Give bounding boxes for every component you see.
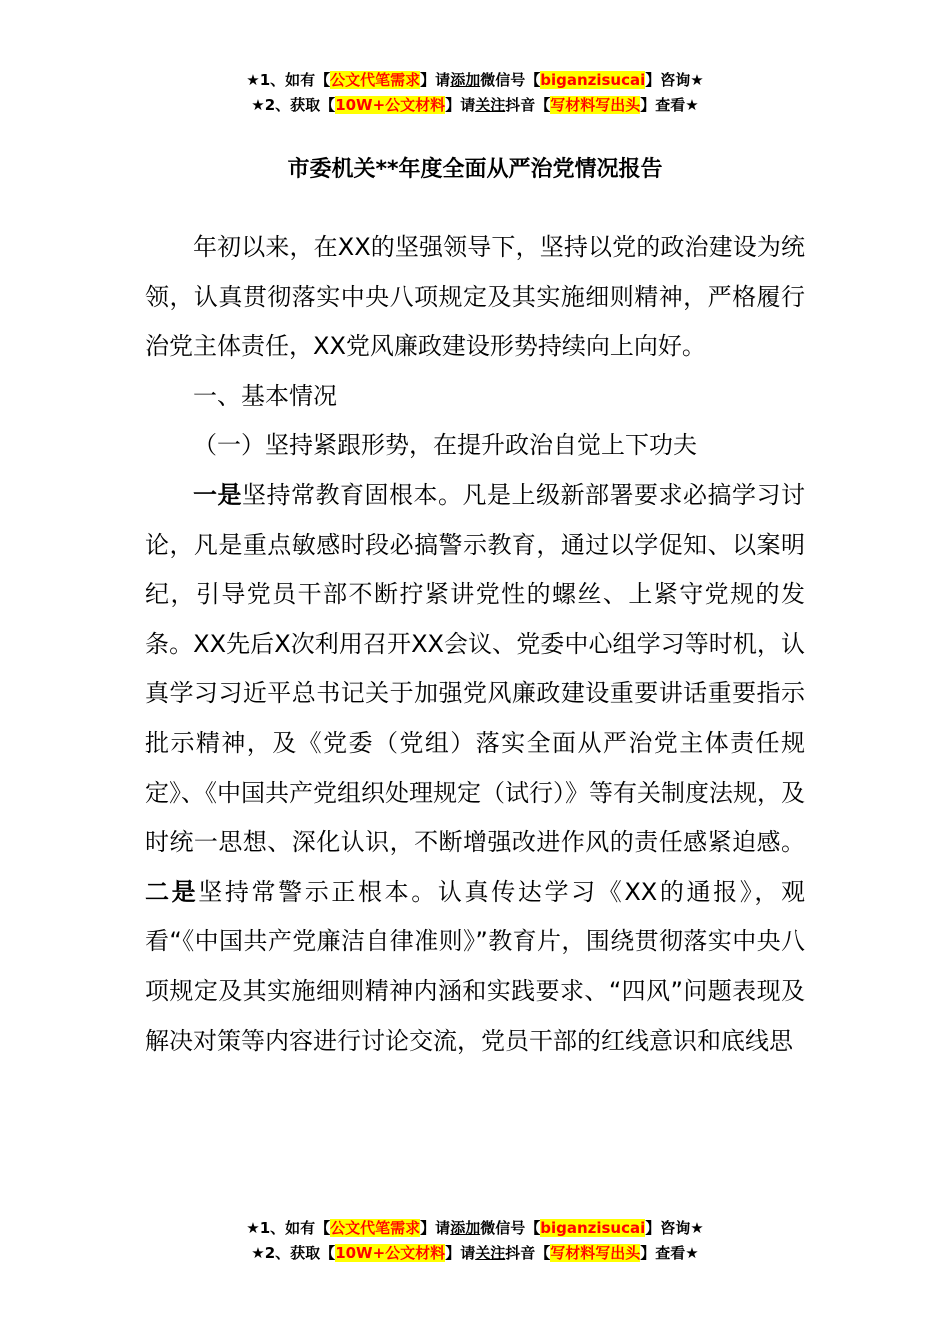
highlight-text: 公文代笔需求 (330, 1219, 421, 1237)
banner-text: 抖音【 (505, 96, 551, 114)
banner-text: 】咨询★ (645, 1219, 704, 1237)
subsection-heading: （一）坚持紧跟形势，在提升政治自觉上下功夫 (193, 431, 697, 460)
douyin-id: 写材料写出头 (550, 1244, 641, 1262)
banner-text: 抖音【 (505, 1244, 551, 1262)
douyin-id: 写材料写出头 (550, 96, 641, 114)
banner-text: ★1、如有【 (246, 71, 331, 89)
highlight-text: 公文代笔需求 (330, 71, 421, 89)
highlight-text: 10W+公文材料 (335, 1244, 446, 1262)
point-lead-2: 二是 (145, 877, 199, 906)
section-heading: 一、基本情况 (193, 381, 337, 410)
underlined-text: 关注 (475, 96, 506, 114)
underlined-text: 关注 (475, 1244, 506, 1262)
banner-text: ★2、获取【 (251, 96, 336, 114)
underlined-text: 添加 (450, 1219, 481, 1237)
point-lead-1: 一是 (193, 480, 242, 509)
banner-line-1 (0, 68, 950, 93)
banner-text: 】请 (445, 96, 476, 114)
banner-text: 】请 (420, 1219, 451, 1237)
document-body (145, 223, 805, 1066)
bottom-ad-banner (0, 1216, 950, 1266)
banner-line-2 (0, 1241, 950, 1266)
point-text-1: 坚持常教育固根本。凡是上级新部署要求必搞学习讨论，凡是重点敏感时段必搞警示教育，通过以学促知、以案明纪，引导党员干部不断拧紧讲党性的螺丝、上紧守党规的发条。XX先后X次利用召开XX会议、党委中心组学习等时机，认真学习习近平总书记关于加强党风廉政建设重要讲话重要指示批示精神，及《党委（党组）落实全面从严治党主体责任规定》、《中国共产党组织处理规定（试行）》等有关制度法规，及时统一思想、深化认识，不断增强改进作风的责任感紧迫感。 (145, 480, 805, 857)
document-title: 市委机关**年度全面从严治党情况报告 (287, 157, 663, 182)
body-paragraph (145, 471, 805, 1066)
intro-paragraph: 年初以来，在XX的坚强领导下，坚持以党的政治建设为统领，认真贯彻落实中央八项规定及其实施细则精神，严格履行治党主体责任，XX党风廉政建设形势持续向上向好。 (145, 233, 805, 361)
banner-text: 微信号【 (480, 1219, 541, 1237)
banner-text: 】查看★ (640, 96, 699, 114)
point-text-2: 坚持常警示正根本。认真传达学习《XX的通报》，观看“《中国共产党廉洁自律准则》”教育片，围绕贯彻落实中央八项规定及其实施细则精神内涵和实践要求、“四风”问题表现及解决对策等内容进行讨论交流，党员干部的红线意识和底线思 (145, 877, 805, 1055)
banner-line-2 (0, 93, 950, 118)
banner-text: 】请 (445, 1244, 476, 1262)
banner-text: ★1、如有【 (246, 1219, 331, 1237)
top-ad-banner (0, 68, 950, 118)
highlight-text: 10W+公文材料 (335, 96, 446, 114)
wechat-id: biganzisucai (540, 71, 646, 89)
banner-line-1 (0, 1216, 950, 1241)
banner-text: 微信号【 (480, 71, 541, 89)
banner-text: ★2、获取【 (251, 1244, 336, 1262)
underlined-text: 添加 (450, 71, 481, 89)
banner-text: 】查看★ (640, 1244, 699, 1262)
banner-text: 】请 (420, 71, 451, 89)
banner-text: 】咨询★ (645, 71, 704, 89)
wechat-id: biganzisucai (540, 1219, 646, 1237)
